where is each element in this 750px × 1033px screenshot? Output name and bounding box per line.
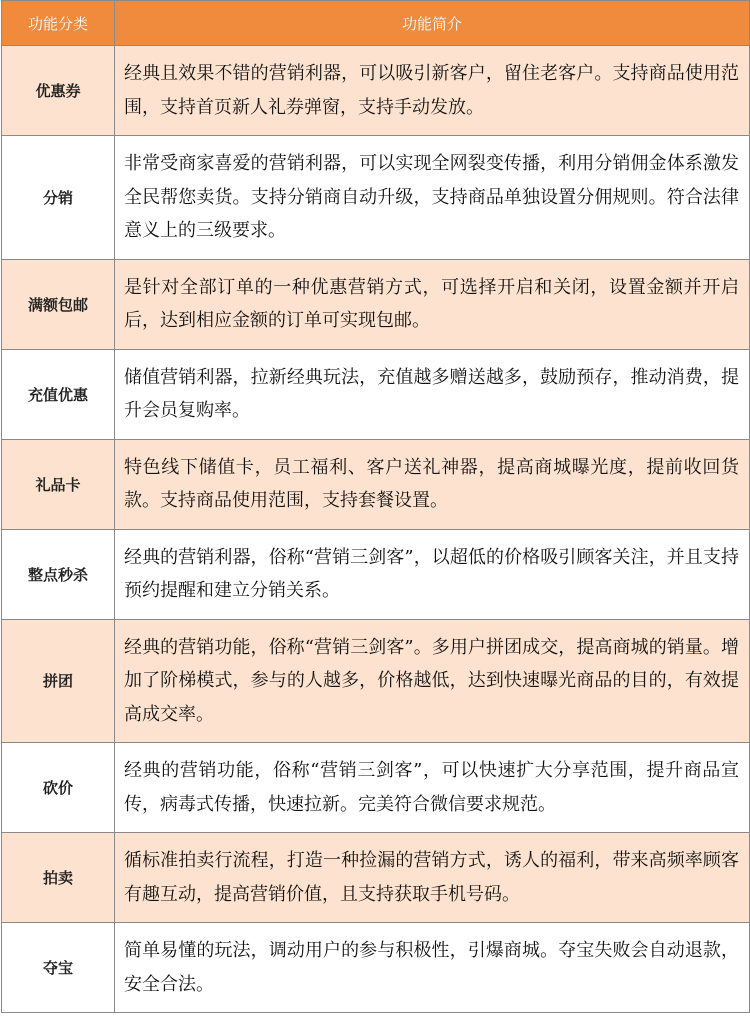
header-row [2, 1, 750, 46]
row-intro: 是针对全部订单的一种优惠营销方式，可选择开启和关闭，设置金额并开启后，达到相应金额的订单可实现包邮。 [115, 259, 750, 349]
row-category: 整点秒杀 [2, 529, 115, 619]
row-intro: 经典的营销利器，俗称“营销三剑客”，以超低的价格吸引顾客关注，并且支持预约提醒和建立分销关系。 [115, 529, 750, 619]
table-row [2, 136, 750, 260]
table-row [2, 923, 750, 1013]
row-category: 优惠券 [2, 46, 115, 136]
table-row [2, 619, 750, 743]
row-intro: 经典的营销功能，俗称“营销三剑客”。多用户拼团成交，提高商城的销量。增加了阶梯模式，参与的人越多，价格越低，达到快速曝光商品的目的，有效提高成交率。 [115, 619, 750, 743]
table-row [2, 46, 750, 136]
row-intro: 特色线下储值卡，员工福利、客户送礼神器，提高商城曝光度，提前收回货款。支持商品使用范围，支持套餐设置。 [115, 439, 750, 529]
row-category: 满额包邮 [2, 259, 115, 349]
row-intro: 经典的营销功能，俗称“营销三剑客”，可以快速扩大分享范围，提升商品宣传，病毒式传播，快速拉新。完美符合微信要求规范。 [115, 743, 750, 833]
row-intro: 经典且效果不错的营销利器，可以吸引新客户，留住老客户。支持商品使用范围，支持首页新人礼券弹窗，支持手动发放。 [115, 46, 750, 136]
table-row [2, 743, 750, 833]
header-intro: 功能简介 [115, 1, 750, 46]
row-intro: 简单易懂的玩法，调动用户的参与积极性，引爆商城。夺宝失败会自动退款，安全合法。 [115, 923, 750, 1013]
table-body [2, 46, 750, 1013]
row-intro: 循标准拍卖行流程，打造一种捡漏的营销方式，诱人的福利，带来高频率顾客有趣互动，提高营销价值，且支持获取手机号码。 [115, 833, 750, 923]
row-intro: 非常受商家喜爱的营销利器，可以实现全网裂变传播，利用分销佣金体系激发全民帮您卖货。支持分销商自动升级，支持商品单独设置分佣规则。符合法律意义上的三级要求。 [115, 136, 750, 260]
row-category: 夺宝 [2, 923, 115, 1013]
table-header [2, 1, 750, 46]
header-category: 功能分类 [2, 1, 115, 46]
row-category: 拼团 [2, 619, 115, 743]
table-row [2, 439, 750, 529]
row-category: 礼品卡 [2, 439, 115, 529]
row-category: 充值优惠 [2, 349, 115, 439]
table-row [2, 259, 750, 349]
row-category: 砍价 [2, 743, 115, 833]
table-row [2, 349, 750, 439]
feature-table [1, 0, 750, 1013]
row-category: 拍卖 [2, 833, 115, 923]
table-row [2, 529, 750, 619]
row-intro: 储值营销利器，拉新经典玩法，充值越多赠送越多，鼓励预存，推动消费，提升会员复购率。 [115, 349, 750, 439]
row-category: 分销 [2, 136, 115, 260]
table-row [2, 833, 750, 923]
